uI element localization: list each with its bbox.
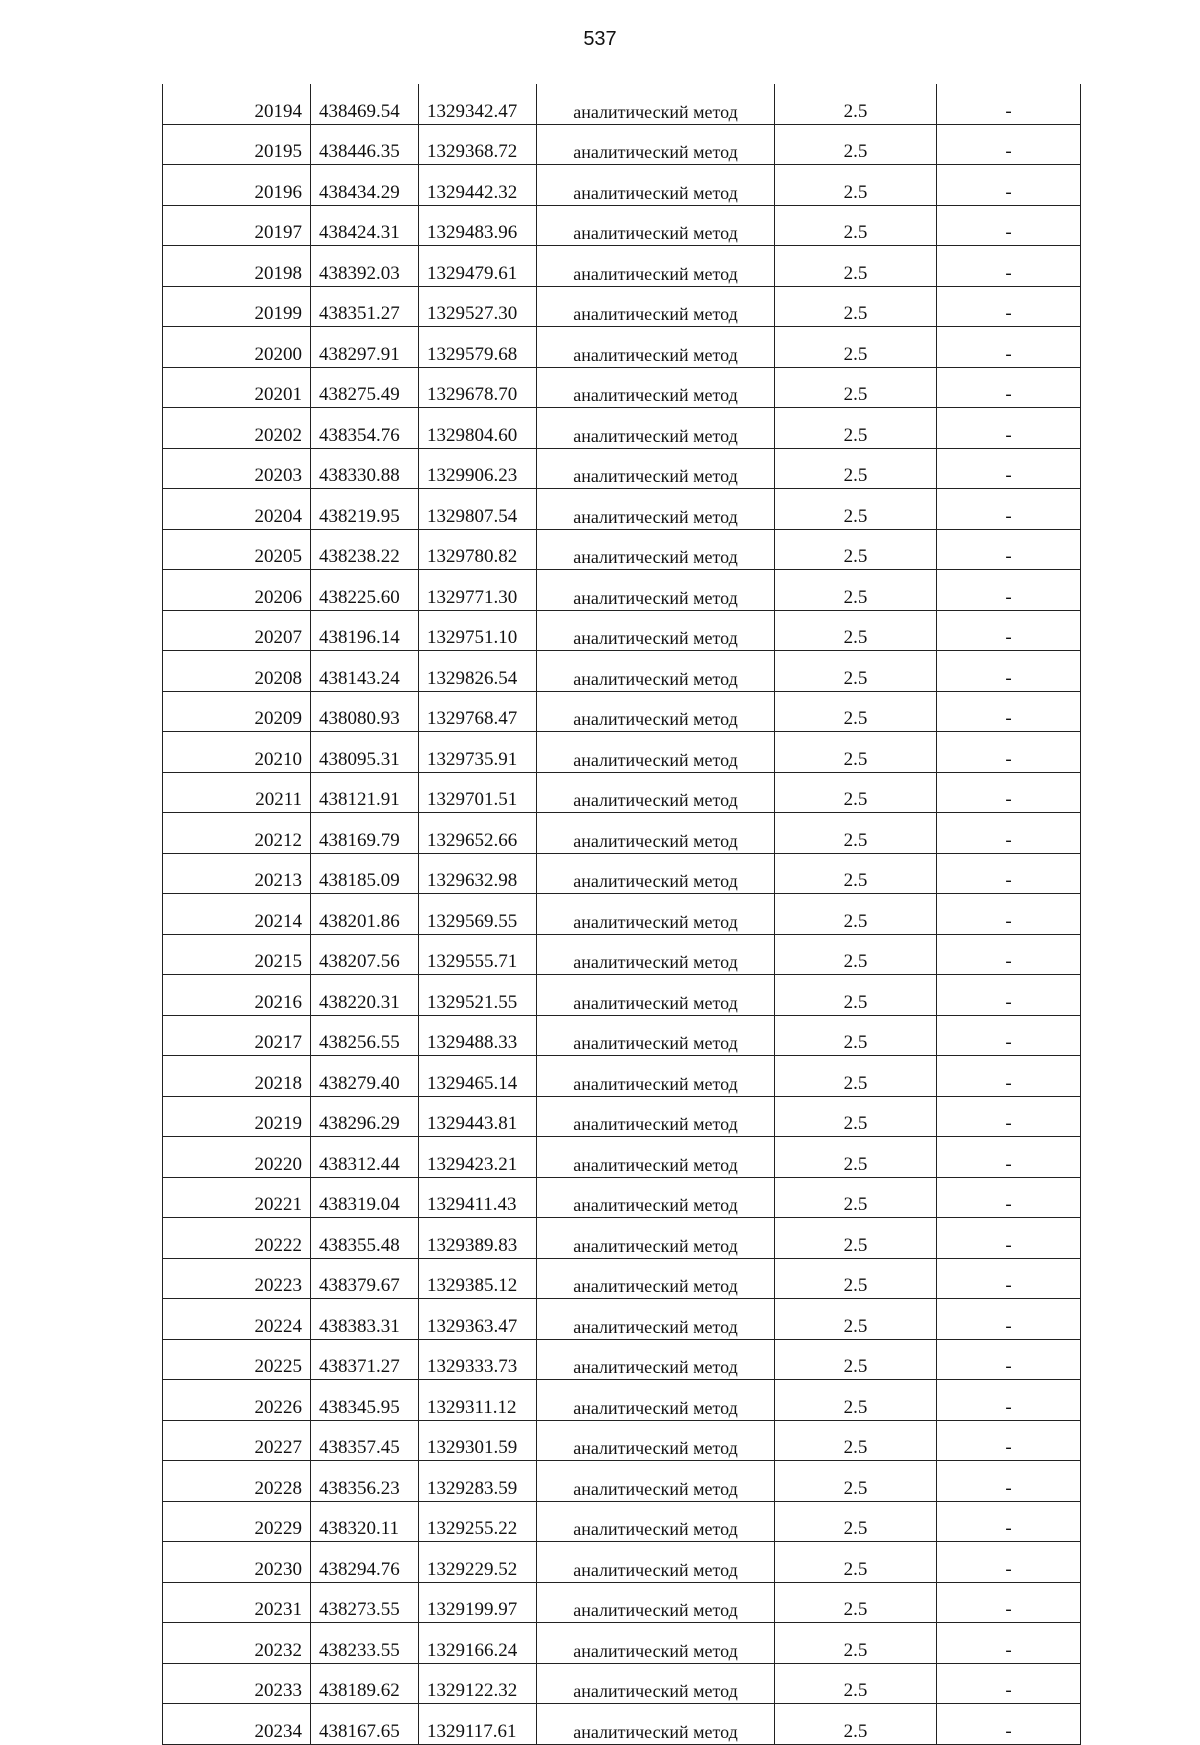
note-cell: - <box>937 1096 1081 1137</box>
method-cell: аналитический метод <box>537 1380 775 1421</box>
y-coordinate-cell: 1329442.32 <box>419 165 537 206</box>
point-number-cell: 20233 <box>163 1663 311 1704</box>
point-number-cell: 20198 <box>163 246 311 287</box>
y-coordinate-cell: 1329652.66 <box>419 813 537 854</box>
note-cell: - <box>937 1542 1081 1583</box>
method-cell: аналитический метод <box>537 367 775 408</box>
x-coordinate-cell: 438330.88 <box>311 448 419 489</box>
method-cell: аналитический метод <box>537 1542 775 1583</box>
note-cell: - <box>937 1015 1081 1056</box>
note-cell: - <box>937 1501 1081 1542</box>
point-number-cell: 20206 <box>163 570 311 611</box>
method-cell: аналитический метод <box>537 853 775 894</box>
note-cell: - <box>937 1056 1081 1097</box>
coordinates-table-body <box>163 84 1081 1744</box>
x-coordinate-cell: 438189.62 <box>311 1663 419 1704</box>
note-cell: - <box>937 1704 1081 1745</box>
x-coordinate-cell: 438356.23 <box>311 1461 419 1502</box>
table-row <box>163 165 1081 206</box>
accuracy-cell: 2.5 <box>775 408 937 449</box>
accuracy-cell: 2.5 <box>775 327 937 368</box>
note-cell: - <box>937 934 1081 975</box>
method-cell: аналитический метод <box>537 124 775 165</box>
accuracy-cell: 2.5 <box>775 367 937 408</box>
note-cell: - <box>937 1461 1081 1502</box>
point-number-cell: 20199 <box>163 286 311 327</box>
y-coordinate-cell: 1329389.83 <box>419 1218 537 1259</box>
note-cell: - <box>937 651 1081 692</box>
accuracy-cell: 2.5 <box>775 1704 937 1745</box>
note-cell: - <box>937 975 1081 1016</box>
table-row <box>163 691 1081 732</box>
note-cell: - <box>937 286 1081 327</box>
point-number-cell: 20218 <box>163 1056 311 1097</box>
method-cell: аналитический метод <box>537 1096 775 1137</box>
x-coordinate-cell: 438357.45 <box>311 1420 419 1461</box>
y-coordinate-cell: 1329368.72 <box>419 124 537 165</box>
table-row <box>163 1461 1081 1502</box>
y-coordinate-cell: 1329701.51 <box>419 772 537 813</box>
point-number-cell: 20222 <box>163 1218 311 1259</box>
point-number-cell: 20212 <box>163 813 311 854</box>
method-cell: аналитический метод <box>537 1339 775 1380</box>
point-number-cell: 20219 <box>163 1096 311 1137</box>
table-row <box>163 286 1081 327</box>
y-coordinate-cell: 1329385.12 <box>419 1258 537 1299</box>
point-number-cell: 20205 <box>163 529 311 570</box>
y-coordinate-cell: 1329122.32 <box>419 1663 537 1704</box>
accuracy-cell: 2.5 <box>775 1137 937 1178</box>
accuracy-cell: 2.5 <box>775 84 937 124</box>
table-row <box>163 894 1081 935</box>
point-number-cell: 20202 <box>163 408 311 449</box>
note-cell: - <box>937 1582 1081 1623</box>
y-coordinate-cell: 1329166.24 <box>419 1623 537 1664</box>
table-row <box>163 1339 1081 1380</box>
x-coordinate-cell: 438319.04 <box>311 1177 419 1218</box>
note-cell: - <box>937 1218 1081 1259</box>
coordinates-table <box>162 84 1081 1745</box>
y-coordinate-cell: 1329521.55 <box>419 975 537 1016</box>
table-row <box>163 246 1081 287</box>
table-row <box>163 448 1081 489</box>
y-coordinate-cell: 1329678.70 <box>419 367 537 408</box>
x-coordinate-cell: 438185.09 <box>311 853 419 894</box>
method-cell: аналитический метод <box>537 448 775 489</box>
method-cell: аналитический метод <box>537 205 775 246</box>
accuracy-cell: 2.5 <box>775 1299 937 1340</box>
table-row <box>163 1218 1081 1259</box>
y-coordinate-cell: 1329333.73 <box>419 1339 537 1380</box>
table-row <box>163 84 1081 124</box>
y-coordinate-cell: 1329117.61 <box>419 1704 537 1745</box>
method-cell: аналитический метод <box>537 246 775 287</box>
table-row <box>163 1501 1081 1542</box>
x-coordinate-cell: 438275.49 <box>311 367 419 408</box>
point-number-cell: 20221 <box>163 1177 311 1218</box>
accuracy-cell: 2.5 <box>775 286 937 327</box>
table-row <box>163 732 1081 773</box>
point-number-cell: 20230 <box>163 1542 311 1583</box>
accuracy-cell: 2.5 <box>775 1582 937 1623</box>
point-number-cell: 20213 <box>163 853 311 894</box>
method-cell: аналитический метод <box>537 327 775 368</box>
x-coordinate-cell: 438121.91 <box>311 772 419 813</box>
point-number-cell: 20220 <box>163 1137 311 1178</box>
method-cell: аналитический метод <box>537 975 775 1016</box>
note-cell: - <box>937 1420 1081 1461</box>
table-row <box>163 1704 1081 1745</box>
note-cell: - <box>937 1663 1081 1704</box>
note-cell: - <box>937 1623 1081 1664</box>
x-coordinate-cell: 438207.56 <box>311 934 419 975</box>
x-coordinate-cell: 438312.44 <box>311 1137 419 1178</box>
table-row <box>163 772 1081 813</box>
x-coordinate-cell: 438220.31 <box>311 975 419 1016</box>
y-coordinate-cell: 1329465.14 <box>419 1056 537 1097</box>
table-row <box>163 1542 1081 1583</box>
method-cell: аналитический метод <box>537 813 775 854</box>
accuracy-cell: 2.5 <box>775 570 937 611</box>
accuracy-cell: 2.5 <box>775 1056 937 1097</box>
table-row <box>163 813 1081 854</box>
accuracy-cell: 2.5 <box>775 1380 937 1421</box>
note-cell: - <box>937 124 1081 165</box>
y-coordinate-cell: 1329411.43 <box>419 1177 537 1218</box>
note-cell: - <box>937 165 1081 206</box>
point-number-cell: 20201 <box>163 367 311 408</box>
method-cell: аналитический метод <box>537 732 775 773</box>
table-row <box>163 1096 1081 1137</box>
table-row <box>163 529 1081 570</box>
x-coordinate-cell: 438469.54 <box>311 84 419 124</box>
x-coordinate-cell: 438355.48 <box>311 1218 419 1259</box>
x-coordinate-cell: 438169.79 <box>311 813 419 854</box>
point-number-cell: 20211 <box>163 772 311 813</box>
table-row <box>163 570 1081 611</box>
method-cell: аналитический метод <box>537 1137 775 1178</box>
method-cell: аналитический метод <box>537 1218 775 1259</box>
accuracy-cell: 2.5 <box>775 975 937 1016</box>
point-number-cell: 20196 <box>163 165 311 206</box>
method-cell: аналитический метод <box>537 286 775 327</box>
y-coordinate-cell: 1329283.59 <box>419 1461 537 1502</box>
table-row <box>163 1420 1081 1461</box>
method-cell: аналитический метод <box>537 1461 775 1502</box>
method-cell: аналитический метод <box>537 489 775 530</box>
point-number-cell: 20228 <box>163 1461 311 1502</box>
method-cell: аналитический метод <box>537 408 775 449</box>
y-coordinate-cell: 1329768.47 <box>419 691 537 732</box>
accuracy-cell: 2.5 <box>775 1177 937 1218</box>
point-number-cell: 20195 <box>163 124 311 165</box>
x-coordinate-cell: 438143.24 <box>311 651 419 692</box>
table-row <box>163 1623 1081 1664</box>
y-coordinate-cell: 1329569.55 <box>419 894 537 935</box>
point-number-cell: 20217 <box>163 1015 311 1056</box>
accuracy-cell: 2.5 <box>775 246 937 287</box>
point-number-cell: 20227 <box>163 1420 311 1461</box>
accuracy-cell: 2.5 <box>775 489 937 530</box>
point-number-cell: 20216 <box>163 975 311 1016</box>
point-number-cell: 20194 <box>163 84 311 124</box>
point-number-cell: 20215 <box>163 934 311 975</box>
note-cell: - <box>937 570 1081 611</box>
x-coordinate-cell: 438080.93 <box>311 691 419 732</box>
note-cell: - <box>937 610 1081 651</box>
table-row <box>163 1015 1081 1056</box>
y-coordinate-cell: 1329301.59 <box>419 1420 537 1461</box>
method-cell: аналитический метод <box>537 610 775 651</box>
x-coordinate-cell: 438256.55 <box>311 1015 419 1056</box>
point-number-cell: 20224 <box>163 1299 311 1340</box>
x-coordinate-cell: 438196.14 <box>311 610 419 651</box>
x-coordinate-cell: 438297.91 <box>311 327 419 368</box>
accuracy-cell: 2.5 <box>775 529 937 570</box>
y-coordinate-cell: 1329199.97 <box>419 1582 537 1623</box>
note-cell: - <box>937 448 1081 489</box>
note-cell: - <box>937 367 1081 408</box>
method-cell: аналитический метод <box>537 84 775 124</box>
table-row <box>163 489 1081 530</box>
note-cell: - <box>937 1380 1081 1421</box>
method-cell: аналитический метод <box>537 1582 775 1623</box>
accuracy-cell: 2.5 <box>775 1420 937 1461</box>
accuracy-cell: 2.5 <box>775 772 937 813</box>
y-coordinate-cell: 1329780.82 <box>419 529 537 570</box>
method-cell: аналитический метод <box>537 772 775 813</box>
accuracy-cell: 2.5 <box>775 1501 937 1542</box>
method-cell: аналитический метод <box>537 529 775 570</box>
point-number-cell: 20234 <box>163 1704 311 1745</box>
accuracy-cell: 2.5 <box>775 1461 937 1502</box>
x-coordinate-cell: 438219.95 <box>311 489 419 530</box>
point-number-cell: 20231 <box>163 1582 311 1623</box>
table-row <box>163 934 1081 975</box>
table-row <box>163 1299 1081 1340</box>
note-cell: - <box>937 205 1081 246</box>
x-coordinate-cell: 438238.22 <box>311 529 419 570</box>
method-cell: аналитический метод <box>537 691 775 732</box>
x-coordinate-cell: 438379.67 <box>311 1258 419 1299</box>
y-coordinate-cell: 1329555.71 <box>419 934 537 975</box>
method-cell: аналитический метод <box>537 1015 775 1056</box>
y-coordinate-cell: 1329479.61 <box>419 246 537 287</box>
method-cell: аналитический метод <box>537 1501 775 1542</box>
note-cell: - <box>937 1137 1081 1178</box>
x-coordinate-cell: 438273.55 <box>311 1582 419 1623</box>
note-cell: - <box>937 246 1081 287</box>
x-coordinate-cell: 438383.31 <box>311 1299 419 1340</box>
point-number-cell: 20226 <box>163 1380 311 1421</box>
point-number-cell: 20209 <box>163 691 311 732</box>
x-coordinate-cell: 438424.31 <box>311 205 419 246</box>
x-coordinate-cell: 438279.40 <box>311 1056 419 1097</box>
x-coordinate-cell: 438294.76 <box>311 1542 419 1583</box>
page-number: 537 <box>583 28 617 50</box>
accuracy-cell: 2.5 <box>775 894 937 935</box>
point-number-cell: 20223 <box>163 1258 311 1299</box>
table-row <box>163 1380 1081 1421</box>
note-cell: - <box>937 327 1081 368</box>
point-number-cell: 20203 <box>163 448 311 489</box>
note-cell: - <box>937 84 1081 124</box>
x-coordinate-cell: 438320.11 <box>311 1501 419 1542</box>
accuracy-cell: 2.5 <box>775 651 937 692</box>
table-row <box>163 651 1081 692</box>
note-cell: - <box>937 813 1081 854</box>
y-coordinate-cell: 1329311.12 <box>419 1380 537 1421</box>
accuracy-cell: 2.5 <box>775 1258 937 1299</box>
table-row <box>163 975 1081 1016</box>
table-row <box>163 124 1081 165</box>
accuracy-cell: 2.5 <box>775 1218 937 1259</box>
accuracy-cell: 2.5 <box>775 1663 937 1704</box>
y-coordinate-cell: 1329579.68 <box>419 327 537 368</box>
note-cell: - <box>937 1258 1081 1299</box>
x-coordinate-cell: 438201.86 <box>311 894 419 935</box>
accuracy-cell: 2.5 <box>775 853 937 894</box>
method-cell: аналитический метод <box>537 894 775 935</box>
y-coordinate-cell: 1329342.47 <box>419 84 537 124</box>
method-cell: аналитический метод <box>537 1623 775 1664</box>
y-coordinate-cell: 1329255.22 <box>419 1501 537 1542</box>
method-cell: аналитический метод <box>537 651 775 692</box>
accuracy-cell: 2.5 <box>775 1542 937 1583</box>
x-coordinate-cell: 438167.65 <box>311 1704 419 1745</box>
method-cell: аналитический метод <box>537 1177 775 1218</box>
y-coordinate-cell: 1329804.60 <box>419 408 537 449</box>
y-coordinate-cell: 1329363.47 <box>419 1299 537 1340</box>
table-row <box>163 327 1081 368</box>
table-row <box>163 205 1081 246</box>
y-coordinate-cell: 1329807.54 <box>419 489 537 530</box>
table-row <box>163 1258 1081 1299</box>
y-coordinate-cell: 1329488.33 <box>419 1015 537 1056</box>
table-row <box>163 853 1081 894</box>
table-row <box>163 408 1081 449</box>
x-coordinate-cell: 438351.27 <box>311 286 419 327</box>
x-coordinate-cell: 438434.29 <box>311 165 419 206</box>
table-row <box>163 1137 1081 1178</box>
accuracy-cell: 2.5 <box>775 1339 937 1380</box>
y-coordinate-cell: 1329423.21 <box>419 1137 537 1178</box>
table-row <box>163 1582 1081 1623</box>
accuracy-cell: 2.5 <box>775 1015 937 1056</box>
y-coordinate-cell: 1329735.91 <box>419 732 537 773</box>
y-coordinate-cell: 1329771.30 <box>419 570 537 611</box>
accuracy-cell: 2.5 <box>775 448 937 489</box>
method-cell: аналитический метод <box>537 1704 775 1745</box>
method-cell: аналитический метод <box>537 165 775 206</box>
accuracy-cell: 2.5 <box>775 610 937 651</box>
note-cell: - <box>937 853 1081 894</box>
x-coordinate-cell: 438371.27 <box>311 1339 419 1380</box>
note-cell: - <box>937 894 1081 935</box>
accuracy-cell: 2.5 <box>775 691 937 732</box>
note-cell: - <box>937 529 1081 570</box>
x-coordinate-cell: 438392.03 <box>311 246 419 287</box>
note-cell: - <box>937 1339 1081 1380</box>
method-cell: аналитический метод <box>537 1299 775 1340</box>
x-coordinate-cell: 438354.76 <box>311 408 419 449</box>
note-cell: - <box>937 1299 1081 1340</box>
accuracy-cell: 2.5 <box>775 165 937 206</box>
point-number-cell: 20197 <box>163 205 311 246</box>
accuracy-cell: 2.5 <box>775 1096 937 1137</box>
table-row <box>163 1056 1081 1097</box>
table-row <box>163 610 1081 651</box>
note-cell: - <box>937 489 1081 530</box>
x-coordinate-cell: 438296.29 <box>311 1096 419 1137</box>
note-cell: - <box>937 408 1081 449</box>
x-coordinate-cell: 438233.55 <box>311 1623 419 1664</box>
table-row <box>163 367 1081 408</box>
accuracy-cell: 2.5 <box>775 1623 937 1664</box>
method-cell: аналитический метод <box>537 1258 775 1299</box>
x-coordinate-cell: 438095.31 <box>311 732 419 773</box>
y-coordinate-cell: 1329483.96 <box>419 205 537 246</box>
point-number-cell: 20229 <box>163 1501 311 1542</box>
point-number-cell: 20232 <box>163 1623 311 1664</box>
note-cell: - <box>937 1177 1081 1218</box>
point-number-cell: 20210 <box>163 732 311 773</box>
accuracy-cell: 2.5 <box>775 124 937 165</box>
x-coordinate-cell: 438446.35 <box>311 124 419 165</box>
y-coordinate-cell: 1329906.23 <box>419 448 537 489</box>
note-cell: - <box>937 732 1081 773</box>
method-cell: аналитический метод <box>537 1420 775 1461</box>
method-cell: аналитический метод <box>537 570 775 611</box>
point-number-cell: 20200 <box>163 327 311 368</box>
y-coordinate-cell: 1329229.52 <box>419 1542 537 1583</box>
point-number-cell: 20225 <box>163 1339 311 1380</box>
y-coordinate-cell: 1329632.98 <box>419 853 537 894</box>
point-number-cell: 20204 <box>163 489 311 530</box>
note-cell: - <box>937 772 1081 813</box>
x-coordinate-cell: 438225.60 <box>311 570 419 611</box>
point-number-cell: 20207 <box>163 610 311 651</box>
accuracy-cell: 2.5 <box>775 205 937 246</box>
point-number-cell: 20214 <box>163 894 311 935</box>
x-coordinate-cell: 438345.95 <box>311 1380 419 1421</box>
method-cell: аналитический метод <box>537 934 775 975</box>
accuracy-cell: 2.5 <box>775 813 937 854</box>
accuracy-cell: 2.5 <box>775 732 937 773</box>
y-coordinate-cell: 1329751.10 <box>419 610 537 651</box>
accuracy-cell: 2.5 <box>775 934 937 975</box>
table-row <box>163 1177 1081 1218</box>
y-coordinate-cell: 1329527.30 <box>419 286 537 327</box>
y-coordinate-cell: 1329826.54 <box>419 651 537 692</box>
method-cell: аналитический метод <box>537 1056 775 1097</box>
point-number-cell: 20208 <box>163 651 311 692</box>
note-cell: - <box>937 691 1081 732</box>
method-cell: аналитический метод <box>537 1663 775 1704</box>
y-coordinate-cell: 1329443.81 <box>419 1096 537 1137</box>
table-row <box>163 1663 1081 1704</box>
